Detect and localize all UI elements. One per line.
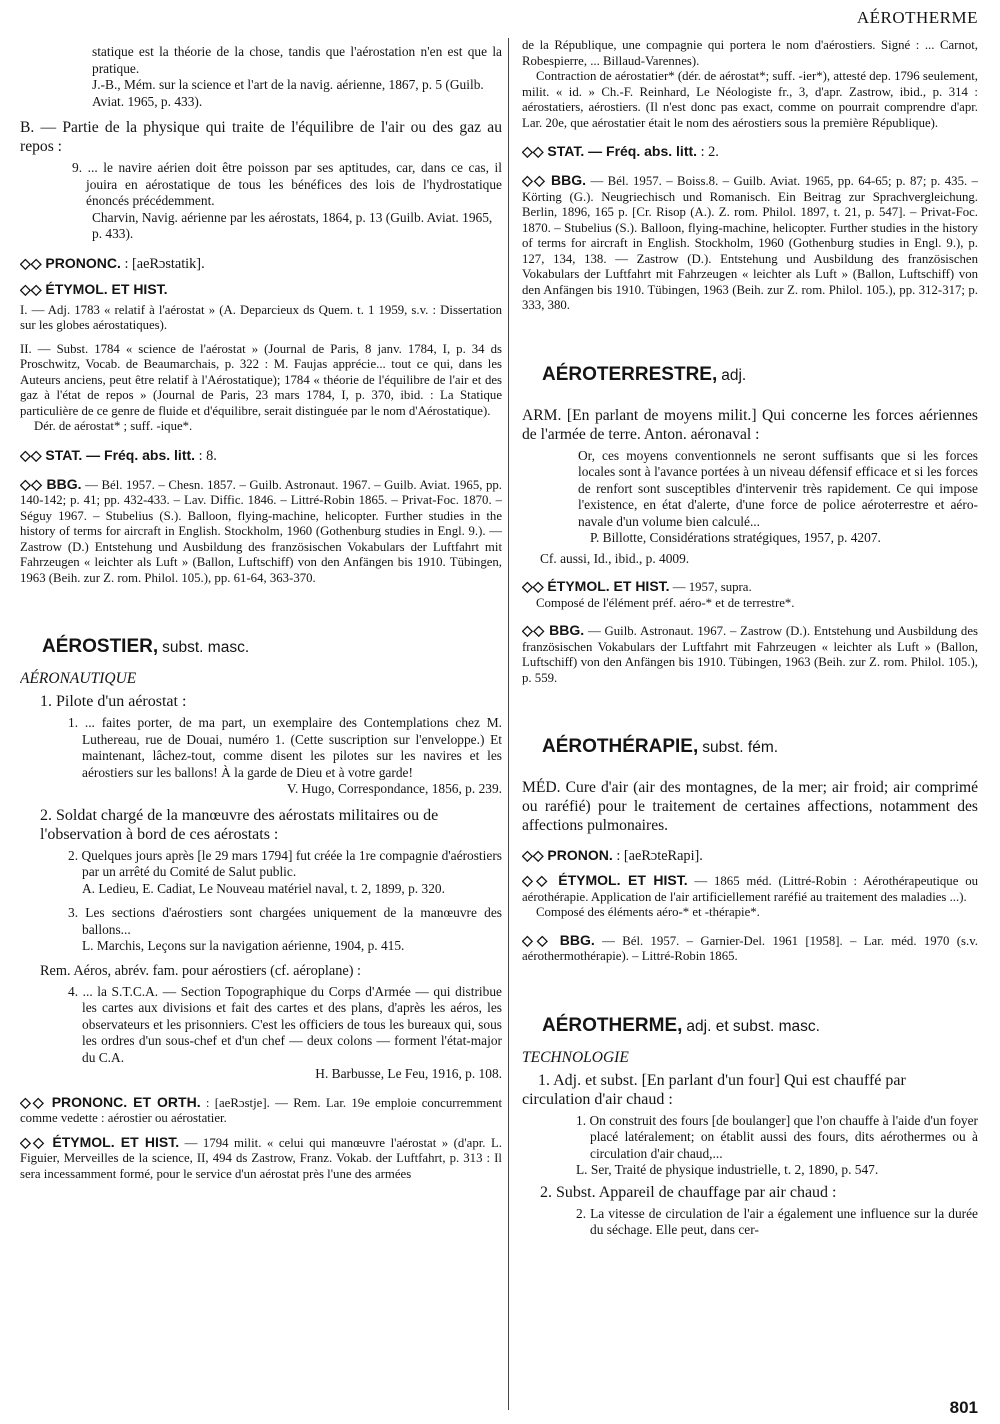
continued-etymology: de la République, une compagnie qui portera le nom d'aérostiers. Signé : ... Carnot, Robespierre, ... Billaud-Varennes).	[522, 38, 978, 68]
etymol-compose: Composé des éléments aéro-* et -thérapie*.	[536, 905, 760, 919]
prononc-orth-section: ◇◇ PRONONC. ET ORTH. : [aeRɔstje]. — Rem. Lar. 19e emploie concurremment comme vedette : aérostier ou aérostatier.	[20, 1093, 502, 1125]
example-2-source: A. Ledieu, E. Cadiat, Le Nouveau matériel naval, t. 2, 1899, p. 320.	[82, 880, 445, 896]
entry-aeroterrestre	[522, 364, 978, 687]
remark: Rem. Aéros, abrév. fam. pour aérostiers (cf. aéroplane) :	[40, 962, 362, 979]
example-1: 1. On construit des fours [de boulanger] que l'on chauffe à l'aide d'un foyer placé latéralement; on établit aussi des fours, dits aérothermes ou à circulation d'air chaud,...	[576, 1112, 978, 1161]
etymol-section: ◇◇ ÉTYMOL. ET HIST.	[20, 280, 168, 297]
prononc-section: ◇◇ PRONONC. : [aeRɔstatik].	[20, 254, 205, 272]
example-1-source: V. Hugo, Correspondance, 1856, p. 239.	[286, 781, 502, 796]
etymology-1: I. — Adj. 1783 « relatif à l'aérostat » (A. Deparcieux ds Quem. t. 1 1959, s.v. : Dissertation sur les globes aérostatiques).	[20, 302, 502, 332]
definition: MÉD. Cure d'air (air des montagnes, de la mer; air froid; air comprimé ou raréfié) pour le traitement de certaines affections, notamment des affections pulmonaires.	[522, 779, 978, 834]
etymol-compose: Composé de l'élément préf. aéro-* et de terrestre*.	[536, 595, 795, 610]
sense-2: 2. Subst. Appareil de chauffage par air chaud :	[540, 1183, 837, 1201]
part-of-speech: subst. masc.	[162, 639, 250, 656]
continued-quote: statique est la théorie de la chose, tandis que l'aérostation n'en est que la pratique.	[92, 44, 502, 76]
right-column	[522, 38, 978, 1404]
example-9: 9. ... le navire aérien doit être poisson par ses aptitudes, car, dans ce cas, il jouira en aérostatique de tous les bénéfices des lois de l'hydrostatique énoncés précédemment.	[72, 160, 502, 208]
etymology-3: Dér. de aérostat* ; suff. -ique*.	[34, 419, 193, 433]
part-of-speech: subst. fém.	[702, 739, 779, 756]
pronon-section: ◇◇ PRONON. : [aeRɔteRapi].	[522, 847, 703, 864]
entry-aerotherme	[522, 1015, 978, 1239]
stat-section-right: ◇◇ STAT. — Fréq. abs. litt. : 2.	[522, 143, 719, 160]
column-divider	[508, 38, 509, 1410]
example-1: 1. ... faites porter, de ma part, un exemplaire des Contemplations chez M. Luthereau, rue de Douai, numéro 1. (Cette suscription sur l'enveloppe.) Et maintenant, lâchez-tout, comme disent les pilotes sur les navires et les aérostiers sur les ballons! À la garde de Dieu et à votre garde!	[68, 715, 502, 780]
etymol-section: ◇◇ ÉTYMOL. ET HIST. — 1957, supra.	[522, 578, 752, 594]
bbg-section: ◇◇ BBG. — Bél. 1957. – Chesn. 1857. – Guilb. Astronaut. 1967. – Guilb. Aviat. 1965, pp. 140-142; p. 41; pp. 432-433. – Lav. Diffic. 1846. – Littré-Robin 1865. – Privat-Foc. 1870. – Séguy 1967. – Stubelius (S.). Balloon, flying-machine, helicopter. Further studies in the history of terms for aircraft in English. Stockholm, 1960 (Gothenburg studies in Engl. 9.). — Zastrow (D.) Entstehung und Ausbildung des französischen Vokabulars der Luftfahrt mit Fahrzeugen « leichter als Luft » (Ballon, Luftschiff) von den Anfängen bis 1910. Tübingen, 1963 (Beih. zur Z. rom. Philol. 105.), pp. 61-64, 363-370.	[20, 475, 502, 585]
etymol-section: ◇◇ ÉTYMOL. ET HIST. — 1865 méd. (Littré-Robin : Aérothérapeutique ou aérothérapie. Application de l'air artificiellement raréfié au traitement des maladies ...).	[522, 872, 978, 904]
example-2: 2. La vitesse de circulation de l'air a également une influence sur la durée du séchage. Elle peut, dans cer-	[576, 1205, 978, 1237]
bbg-section-right: ◇◇ BBG. — Bél. 1957. – Boiss.8. – Guilb. Aviat. 1965, pp. 64-65; p. 87; p. 435. – Körting (G.). Neugriechisch und Romanisch. Ein Beitrag zur Sprachvergleichung. Berlin, 1896, 165 p. [Cr. Risop (A.). Z. rom. Philol. 1897, t. 21, p. 547]. – Privat-Foc. 1870. – Stubelius (S.). Balloon, flying-machine, helicopter. Further studies in the history of terms for aircraft in English. Stockholm, 1960 (Gothenburg studies in Engl. 9.), p. 127, 134, 138. — Zastrow (D.). Entstehung und Ausbildung des französischen Vokabulars der Luftfahrt mit Fahrzeugen « leichter als Luft » (Ballon, Luftschiff) von den Anfängen bis 1910. Tübingen, 1963 (Beih. zur Z. rom. Philol. 105.), pp. 312-317; p. 333, 380.	[522, 172, 978, 312]
example-4: 4. ... la S.T.C.A. — Section Topographique du Corps d'Armée — qui distribue les cartes aux divisions et fait des cartes et des plans, d'après les aéros, les observateurs et les prisonniers. C'est les officiers de tous les bureaux qui, sous les ordres d'un sous-chef et d'un chef — deux colons — forment l'état-major du C.A.	[68, 983, 502, 1065]
etymol-section-2: ◇◇ ÉTYMOL. ET HIST. — 1794 milit. « celui qui manœuvre l'aérostat » (d'apr. L. Figuier, Merveilles de la science, II, 494 ds Zastrow, Franz. Vokab. der Luftfahrt, p. 313 : Il sera incessamment formé, pour le service d'un aérostat près l'une des armées	[20, 1133, 502, 1181]
continued-etymology-2: Contraction de aérostatier* (dér. de aérostat*; suff. -ier*), attesté dep. 1796 seulement, milit. « id. » Ch.-F. Reinhard, Le Néologiste fr., 3, d'apr. Zastrow, ibid., p. 314 : aérostatiers, aérostiers. (Il n'est donc pas exact, comme on pourrait comprendre d'apr. Lar. 20e, que aérostatier était le nom des aérostiers sous la première République).	[522, 69, 978, 130]
example-3: 3. Les sections d'aérostiers sont chargées uniquement de la manœuvre des ballons...	[68, 905, 502, 937]
sense-1: 1. Adj. et subst. [En parlant d'un four] Qui est chauffé par circulation d'air chaud :	[522, 1071, 906, 1108]
definition: ARM. [En parlant de moyens milit.] Qui concerne les forces aériennes de l'armée de terre. Anton. aéronaval :	[522, 406, 978, 443]
example-source: P. Billotte, Considérations stratégiques, 1957, p. 4207.	[590, 530, 881, 545]
running-head: AÉROTHERME	[856, 8, 978, 27]
headword: AÉROTHÉRAPIE,	[542, 736, 699, 757]
example-1-source: L. Ser, Traité de physique industrielle, t. 2, 1890, p. 547.	[576, 1162, 879, 1177]
sense-b: B. — Partie de la physique qui traite de l'équilibre de l'air ou des gaz au repos :	[20, 119, 502, 155]
etymology-2: II. — Subst. 1784 « science de l'aérostat » (Journal de Paris, 8 janv. 1784, I, p. 34 ds Proschwitz, Vocab. de Beaumarchais, p. 322 : M. Faujas apprécie... tout ce qui, dans les Auteurs anciens, peut être relatif à l'Aérostatique); 1784 « théorie de l'équilibre de l'air et des gaz à l'état de repos » (Journal de Paris, 23 mars 1784, I, p. 370, ibid. : La Statique particulière de ce genre de fluide et d'équilibre, serait distinguée par le nom d'Aérostatique).	[20, 341, 502, 418]
example: Or, ces moyens conventionnels ne seront suffisants que si les forces locales sont à l'avance portées à un niveau défensif efficace et si les forces de renfort sont susceptibles d'intervenir très rapidement. Ce qui impose l'existence, en état d'alerte, d'une force de police aéroterrestre et aéro-navale d'un volume bien calculé...	[578, 447, 978, 529]
example-4-source: H. Barbusse, Le Feu, 1916, p. 108.	[315, 1066, 502, 1081]
bbg-section: ◇◇ BBG. — Guilb. Astronaut. 1967. – Zastrow (D.). Entstehung und Ausbildung des französischen Vokabulars der Luftfahrt mit Fahrzeugen « leichter als Luft » (Ballon, Luftschiff) von den Anfängen bis 1910. Tübingen, 1963 (Beih. zur Z. rom. Philol. 105.), p. 559.	[522, 622, 978, 685]
part-of-speech: adj. et subst. masc.	[686, 1017, 820, 1035]
headword: AÉROSTIER,	[42, 636, 159, 657]
example-3-source: L. Marchis, Leçons sur la navigation aérienne, 1904, p. 415.	[82, 938, 405, 953]
headword: AÉROTERRESTRE,	[542, 363, 718, 385]
bbg-section: ◇◇ BBG. — Bél. 1957. – Garnier-Del. 1961 [1958]. – Lar. méd. 1970 (s.v. aérothermothérapie). – Littré-Robin 1865.	[522, 931, 978, 963]
part-of-speech: adj.	[721, 366, 747, 384]
entry-aerostier	[20, 636, 502, 1182]
stat-section: ◇◇ STAT. — Fréq. abs. litt. : 8.	[20, 446, 217, 464]
domain-label: TECHNOLOGIE	[522, 1048, 629, 1066]
headword: AÉROTHERME,	[542, 1014, 683, 1036]
page-number: 801	[949, 1398, 978, 1417]
example-9-source: Charvin, Navig. aérienne par les aérostats, 1864, p. 13 (Guilb. Aviat. 1965, p. 433).	[92, 209, 493, 241]
sense-1: 1. Pilote d'un aérostat :	[40, 693, 187, 710]
sense-2: 2. Soldat chargé de la manœuvre des aérostats militaires ou de l'observation à bord de ces aérostats :	[40, 806, 439, 843]
entry-aerotherapie	[522, 736, 978, 965]
example-2: 2. Quelques jours après [le 29 mars 1794] fut créée la 1re compagnie d'aérostiers par un arrêté du Comité de Salut public.	[68, 847, 502, 879]
left-column	[20, 44, 502, 1404]
cf-note: Cf. aussi, Id., ibid., p. 4009.	[540, 550, 690, 566]
quote-source: J.-B., Mém. sur la science et l'art de la navig. aérienne, 1867, p. 5 (Guilb. Aviat. 1965, p. 433).	[92, 77, 484, 109]
domain-label: AÉRONAUTIQUE	[20, 670, 137, 687]
